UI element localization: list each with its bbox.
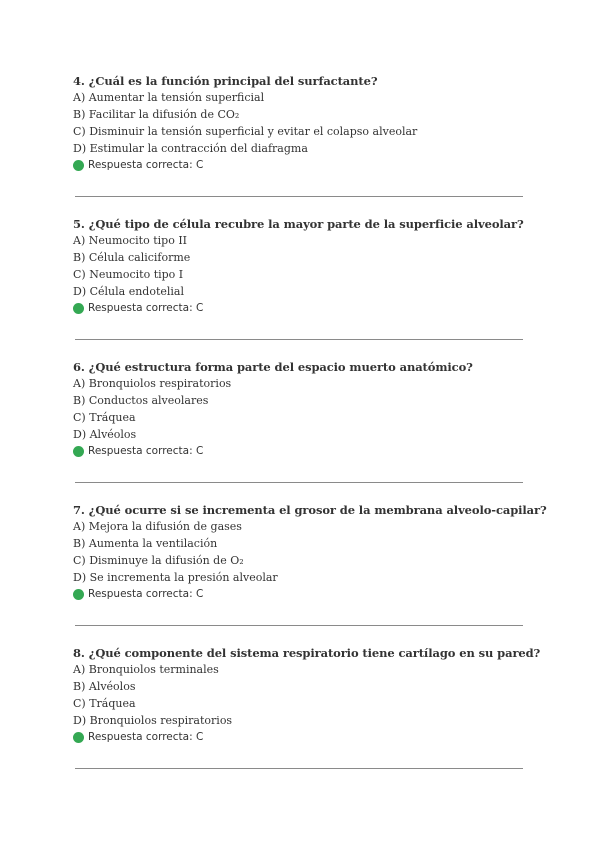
option-b: B) Conductos alveolares	[73, 394, 209, 407]
option-d: D) Estimular la contracción del diafragma	[73, 142, 308, 155]
question-title: 7. ¿Qué ocurre si se incrementa el grosor de la membrana alveolo-capilar?	[73, 503, 547, 517]
option-c: C) Neumocito tipo I	[73, 268, 184, 281]
question-title: 5. ¿Qué tipo de célula recubre la mayor parte de la superficie alveolar?	[73, 217, 524, 231]
correct-answer	[73, 300, 525, 317]
option-c: C) Disminuye la difusión de O₂	[73, 554, 244, 567]
correct-answer	[73, 729, 525, 746]
green-circle-icon	[73, 160, 84, 171]
question-6	[73, 359, 525, 502]
option-a: A) Bronquiolos respiratorios	[73, 377, 232, 390]
option-c: C) Tráquea	[73, 411, 136, 424]
divider	[75, 625, 523, 626]
green-circle-icon	[73, 303, 84, 314]
option-d: D) Célula endotelial	[73, 285, 185, 298]
answer-text: Respuesta correcta: C	[88, 445, 204, 457]
answer-text: Respuesta correcta: C	[88, 588, 204, 600]
option-a: A) Aumentar la tensión superficial	[73, 91, 265, 104]
green-circle-icon	[73, 732, 84, 743]
document-page	[73, 73, 547, 788]
option-b: B) Célula caliciforme	[73, 251, 191, 264]
question-title: 8. ¿Qué componente del sistema respiratorio tiene cartílago en su pared?	[73, 646, 541, 660]
correct-answer	[73, 586, 525, 603]
option-a: A) Mejora la difusión de gases	[73, 520, 242, 533]
option-c: C) Tráquea	[73, 697, 136, 710]
divider	[75, 768, 523, 769]
option-b: B) Facilitar la difusión de CO₂	[73, 108, 240, 121]
option-b: B) Alvéolos	[73, 680, 136, 693]
correct-answer	[73, 157, 525, 174]
option-d: D) Se incrementa la presión alveolar	[73, 571, 278, 584]
option-d: D) Bronquiolos respiratorios	[73, 714, 233, 727]
divider	[75, 196, 523, 197]
question-5	[73, 216, 525, 359]
question-title: 4. ¿Cuál es la función principal del surfactante?	[73, 74, 378, 88]
option-a: A) Neumocito tipo II	[73, 234, 188, 247]
answer-text: Respuesta correcta: C	[88, 731, 204, 743]
option-d: D) Alvéolos	[73, 428, 137, 441]
answer-text: Respuesta correcta: C	[88, 159, 204, 171]
answer-text: Respuesta correcta: C	[88, 302, 204, 314]
divider	[75, 482, 523, 483]
divider	[75, 339, 523, 340]
option-b: B) Aumenta la ventilación	[73, 537, 218, 550]
question-4	[73, 73, 525, 216]
correct-answer	[73, 443, 525, 460]
green-circle-icon	[73, 589, 84, 600]
green-circle-icon	[73, 446, 84, 457]
option-a: A) Bronquiolos terminales	[73, 663, 219, 676]
question-title: 6. ¿Qué estructura forma parte del espacio muerto anatómico?	[73, 360, 473, 374]
question-7	[73, 502, 547, 645]
option-c: C) Disminuir la tensión superficial y evitar el colapso alveolar	[73, 125, 418, 138]
question-8	[73, 645, 541, 788]
